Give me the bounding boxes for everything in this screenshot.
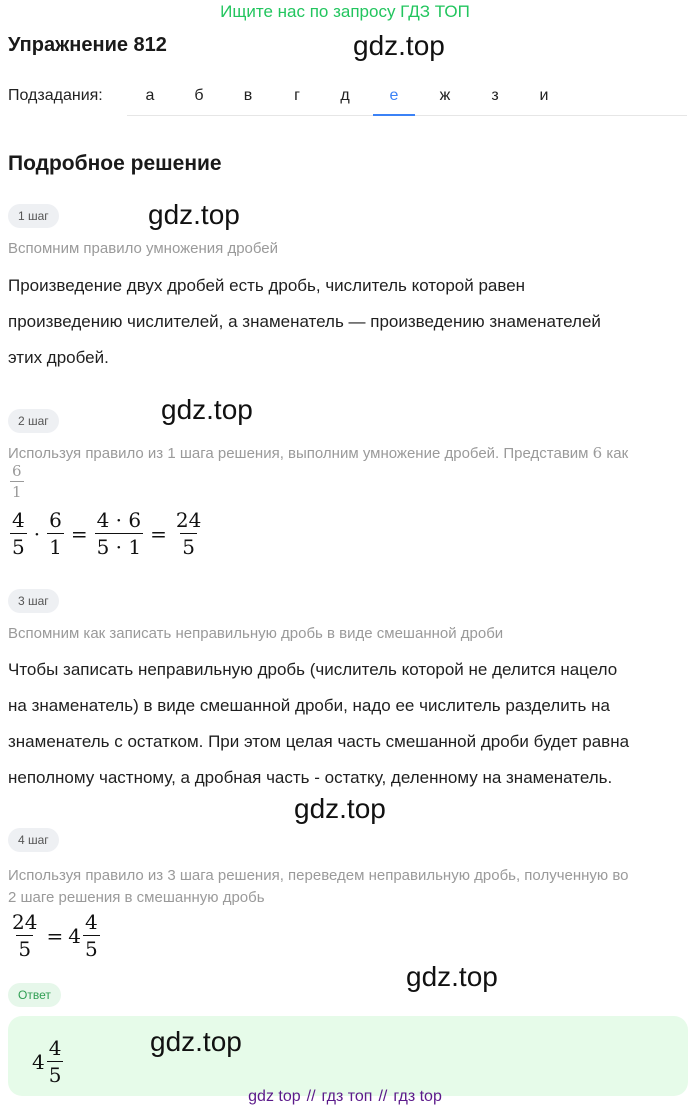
subtask-tab-v[interactable]: в [243, 87, 253, 104]
step-hint: Вспомним как записать неправильную дробь в виде смешанной дроби [8, 625, 504, 642]
subtask-tab-i[interactable]: и [539, 87, 549, 104]
step-hint-line: Используя правило из 3 шага решения, переведем неправильную дробь, полученную во [8, 867, 629, 884]
denominator: 5 [18, 937, 32, 961]
step-badge: 3 шаг [8, 589, 59, 613]
step-text [8, 652, 688, 796]
step-text-line: неполному частному, а дробная часть - остатку, деленному на знаменатель. [8, 768, 613, 787]
fraction [10, 508, 27, 559]
step-text-line: этих дробей. [8, 348, 109, 367]
fraction [10, 462, 24, 501]
equals-sign: = [70, 521, 88, 546]
step-text-line: Произведение двух дробей есть дробь, числитель которой равен [8, 276, 526, 295]
watermark: gdz.top [353, 30, 445, 61]
subtask-tab-b[interactable]: б [194, 87, 204, 104]
subtask-tab-d[interactable]: д [340, 87, 350, 104]
step-text-line: на знаменатель) в виде смешанной дроби, надо ее числитель разделить на [8, 696, 610, 715]
denominator: 5 [48, 1063, 62, 1087]
step-hint-number: 6 [592, 444, 603, 462]
answer-value [32, 1036, 65, 1087]
solution-title: Подробное решение [8, 152, 222, 175]
denominator: 1 [12, 483, 22, 501]
fraction [47, 1036, 64, 1087]
footer-link-gdz-top-ru[interactable]: гдз топ [321, 1088, 373, 1105]
fraction [174, 508, 203, 559]
subtasks-tabs [127, 76, 687, 116]
mixed-whole: 4 [68, 923, 81, 948]
footer-links [0, 1088, 690, 1106]
multiply-sign: · [33, 521, 41, 546]
watermark: gdz.top [161, 394, 253, 425]
watermark: gdz.top [406, 961, 498, 992]
equals-sign: = [150, 521, 167, 546]
footer-link-gdz-top[interactable]: gdz top [248, 1088, 301, 1105]
equals-sign: = [46, 923, 64, 948]
subtask-tab-z[interactable]: з [491, 87, 499, 104]
numerator: 4 · 6 [96, 508, 142, 532]
watermark: gdz.top [294, 793, 386, 824]
subtask-tab-zh[interactable]: ж [439, 87, 451, 104]
answer-box [8, 1016, 688, 1096]
step-text-line: произведению числителей, а знаменатель — произведению знаменателей [8, 312, 601, 331]
denominator: 5 [12, 535, 25, 559]
step-hint [8, 444, 688, 462]
denominator: 1 [49, 535, 62, 559]
denominator: 5 · 1 [96, 535, 142, 559]
subtask-tab-a[interactable]: а [145, 87, 155, 104]
step-badge: 2 шаг [8, 409, 59, 433]
numerator: 24 [12, 910, 38, 934]
subtask-tab-g[interactable]: г [294, 87, 300, 104]
step-text [8, 268, 688, 376]
denominator: 5 [84, 937, 98, 961]
exercise-title: Упражнение 812 [8, 34, 167, 56]
numerator: 24 [175, 508, 202, 532]
step-equation [8, 910, 102, 961]
step-hint-text: Используя правило из 1 шага решения, выполним умножение дробей. Представим [8, 445, 589, 462]
step-hint [8, 865, 628, 909]
numerator: 4 [84, 910, 98, 934]
subtask-tab-e[interactable]: е [373, 76, 415, 116]
fraction [95, 508, 144, 559]
numerator: 6 [12, 462, 22, 480]
fraction [10, 910, 39, 961]
search-banner: Ищите нас по запросу ГДЗ ТОП [220, 2, 470, 21]
hint-fraction [8, 462, 26, 501]
step-badge: 1 шаг [8, 204, 59, 228]
step-badge: 4 шаг [8, 828, 59, 852]
answer-badge: Ответ [8, 983, 61, 1007]
numerator: 4 [48, 1036, 62, 1060]
step-text-line: Чтобы записать неправильную дробь (числитель которой не делится нацело [8, 660, 618, 679]
footer-separator: // [378, 1088, 388, 1105]
fraction [47, 508, 64, 559]
mixed-whole: 4 [32, 1049, 45, 1074]
subtasks-label: Подзадания: [8, 87, 103, 104]
watermark: gdz.top [150, 1026, 242, 1057]
step-equation [8, 508, 205, 559]
watermark: gdz.top [148, 199, 240, 230]
fraction [83, 910, 100, 961]
step-hint-line: 2 шаге решения в смешанную дробь [8, 889, 265, 906]
step-hint: Вспомним правило умножения дробей [8, 240, 279, 257]
numerator: 4 [12, 508, 25, 532]
footer-separator: // [306, 1088, 316, 1105]
denominator: 5 [182, 535, 195, 559]
step-hint-text: как [606, 445, 629, 462]
footer-link-gdz-top-mixed[interactable]: гдз top [393, 1088, 442, 1105]
numerator: 6 [49, 508, 62, 532]
step-text-line: знаменатель с остатком. При этом целая часть смешанной дроби будет равна [8, 732, 630, 751]
